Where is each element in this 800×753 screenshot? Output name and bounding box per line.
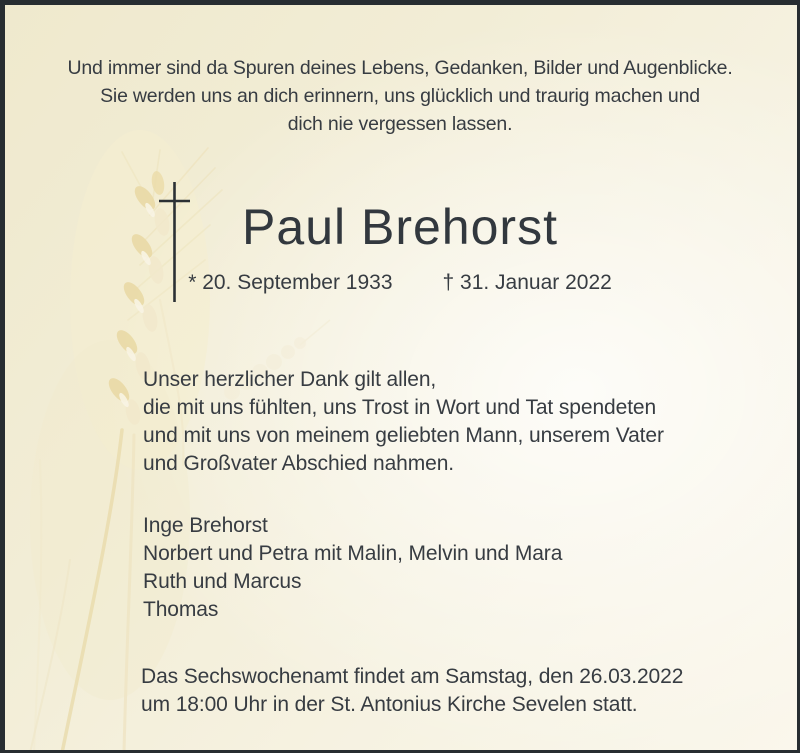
thanks-line: die mit uns fühlten, uns Trost in Wort und Tat spendeten [143,396,657,419]
family-line: Norbert und Petra mit Malin, Melvin und Mara [143,542,563,565]
thanks-line: und Großvater Abschied nahmen. [143,452,455,475]
thanks-line: Unser herzlicher Dank gilt allen, [143,368,437,391]
family-line: Ruth und Marcus [143,570,302,593]
family-line: Inge Brehorst [143,514,268,537]
birth-date: * 20. September 1933 [188,271,393,294]
thanks-line: und mit uns von meinem geliebten Mann, unserem Vater [143,424,664,447]
quote-line: Sie werden uns an dich erinnern, uns glücklich und traurig machen und [100,85,700,107]
service-info [141,663,683,719]
deceased-name: Paul Brehorst [242,199,558,255]
life-dates [0,270,800,296]
service-line: um 18:00 Uhr in der St. Antonius Kirche Sevelen statt. [141,693,638,716]
thanks-text [143,366,664,478]
family-line: Thomas [143,598,219,621]
quote-line: dich nie vergessen lassen. [287,113,513,135]
quote-line: Und immer sind da Spuren deines Lebens, Gedanken, Bilder und Augenblicke. [67,57,733,79]
service-line: Das Sechswochenamt findet am Samstag, den 26.03.2022 [141,665,684,688]
memorial-quote [0,54,800,138]
family-names [143,512,562,624]
death-date: † 31. Januar 2022 [442,271,612,294]
